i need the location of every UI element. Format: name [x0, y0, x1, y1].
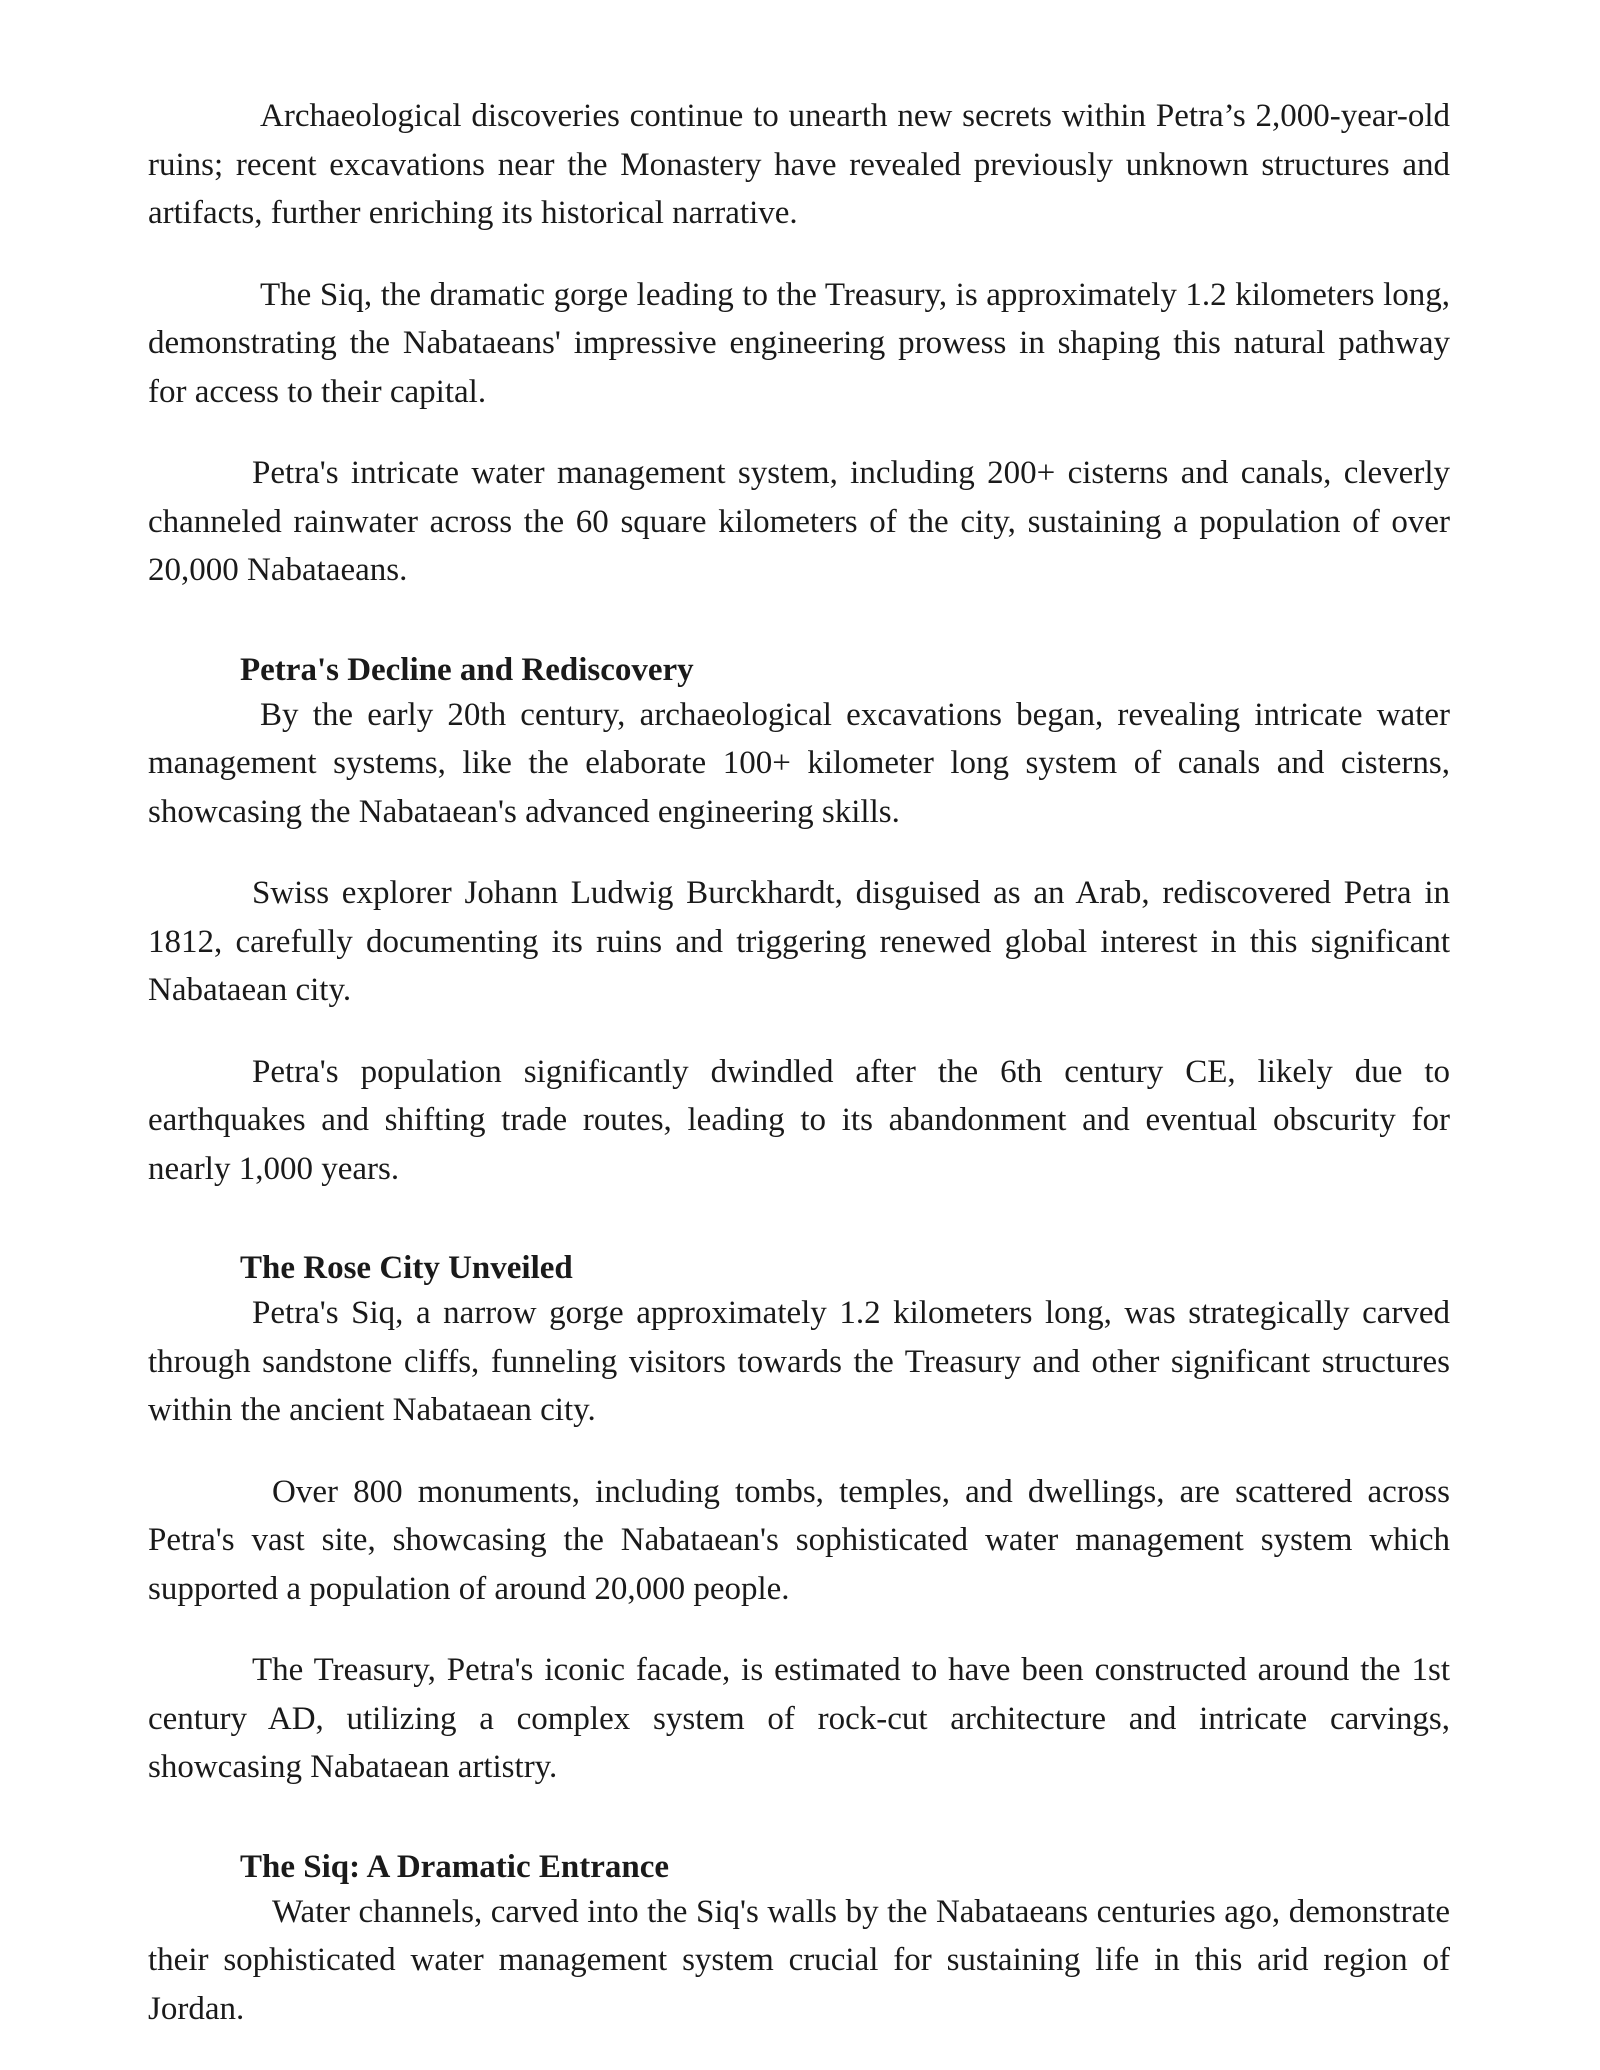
paragraph-treasury: The Treasury, Petra's iconic facade, is estimated to have been constructed around the 1st century AD, utilizing a complex system of rock-cut architecture and intricate carvings, showcasing Nabataean artistry.	[148, 1652, 1450, 1785]
paragraph-monuments: Over 800 monuments, including tombs, temples, and dwellings, are scattered across Petra's vast site, showcasing the Nabataean's sophisticated water management system which supported a population of around 20,000 people.	[148, 1473, 1450, 1607]
section-heading-rose-city: The Rose City Unveiled	[240, 1250, 573, 1286]
paragraph-siq-gorge: The Siq, the dramatic gorge leading to the Treasury, is approximately 1.2 kilometers long, demonstrating the Nabataeans' impressive engineering prowess in shaping this natural pathway for access to their capital.	[148, 276, 1450, 410]
section-heading-decline: Petra's Decline and Rediscovery	[240, 651, 694, 688]
section-heading-siq-entrance: The Siq: A Dramatic Entrance	[240, 1848, 669, 1885]
document-page	[148, 92, 1450, 2066]
paragraph-archaeological-discoveries: Archaeological discoveries continue to unearth new secrets within Petra’s 2,000-year-old ruins; recent excavations near the Monastery have revealed previously unknown structures and artifacts, further enriching its historical narrative.	[148, 98, 1450, 231]
paragraph-water-management: Petra's intricate water management system, including 200+ cisterns and canals, cleverly channeled rainwater across the 60 square kilometers of the city, sustaining a population of over 20,000 Nabataeans.	[148, 455, 1450, 588]
paragraph-population-decline: Petra's population significantly dwindled after the 6th century CE, likely due to earthquakes and shifting trade routes, leading to its abandonment and eventual obscurity for nearly 1,000 years.	[148, 1053, 1450, 1187]
paragraph-siq-carved: Petra's Siq, a narrow gorge approximately 1.2 kilometers long, was strategically carved through sandstone cliffs, funneling visitors towards the Treasury and other significant structures within the ancient Nabataean city.	[148, 1295, 1450, 1428]
paragraph-burckhardt: Swiss explorer Johann Ludwig Burckhardt, disguised as an Arab, rediscovered Petra in 1812, carefully documenting its ruins and triggering renewed global interest in this significant Nabataean city.	[148, 875, 1450, 1008]
paragraph-excavations: By the early 20th century, archaeological excavations began, revealing intricate water management systems, like the elaborate 100+ kilometer long system of canals and cisterns, showcasing the Nabataean's advanced engineering skills.	[148, 696, 1450, 830]
paragraph-water-channels: Water channels, carved into the Siq's walls by the Nabataeans centuries ago, demonstrate their sophisticated water management system crucial for sustaining life in this arid region of Jordan.	[148, 1893, 1450, 2027]
